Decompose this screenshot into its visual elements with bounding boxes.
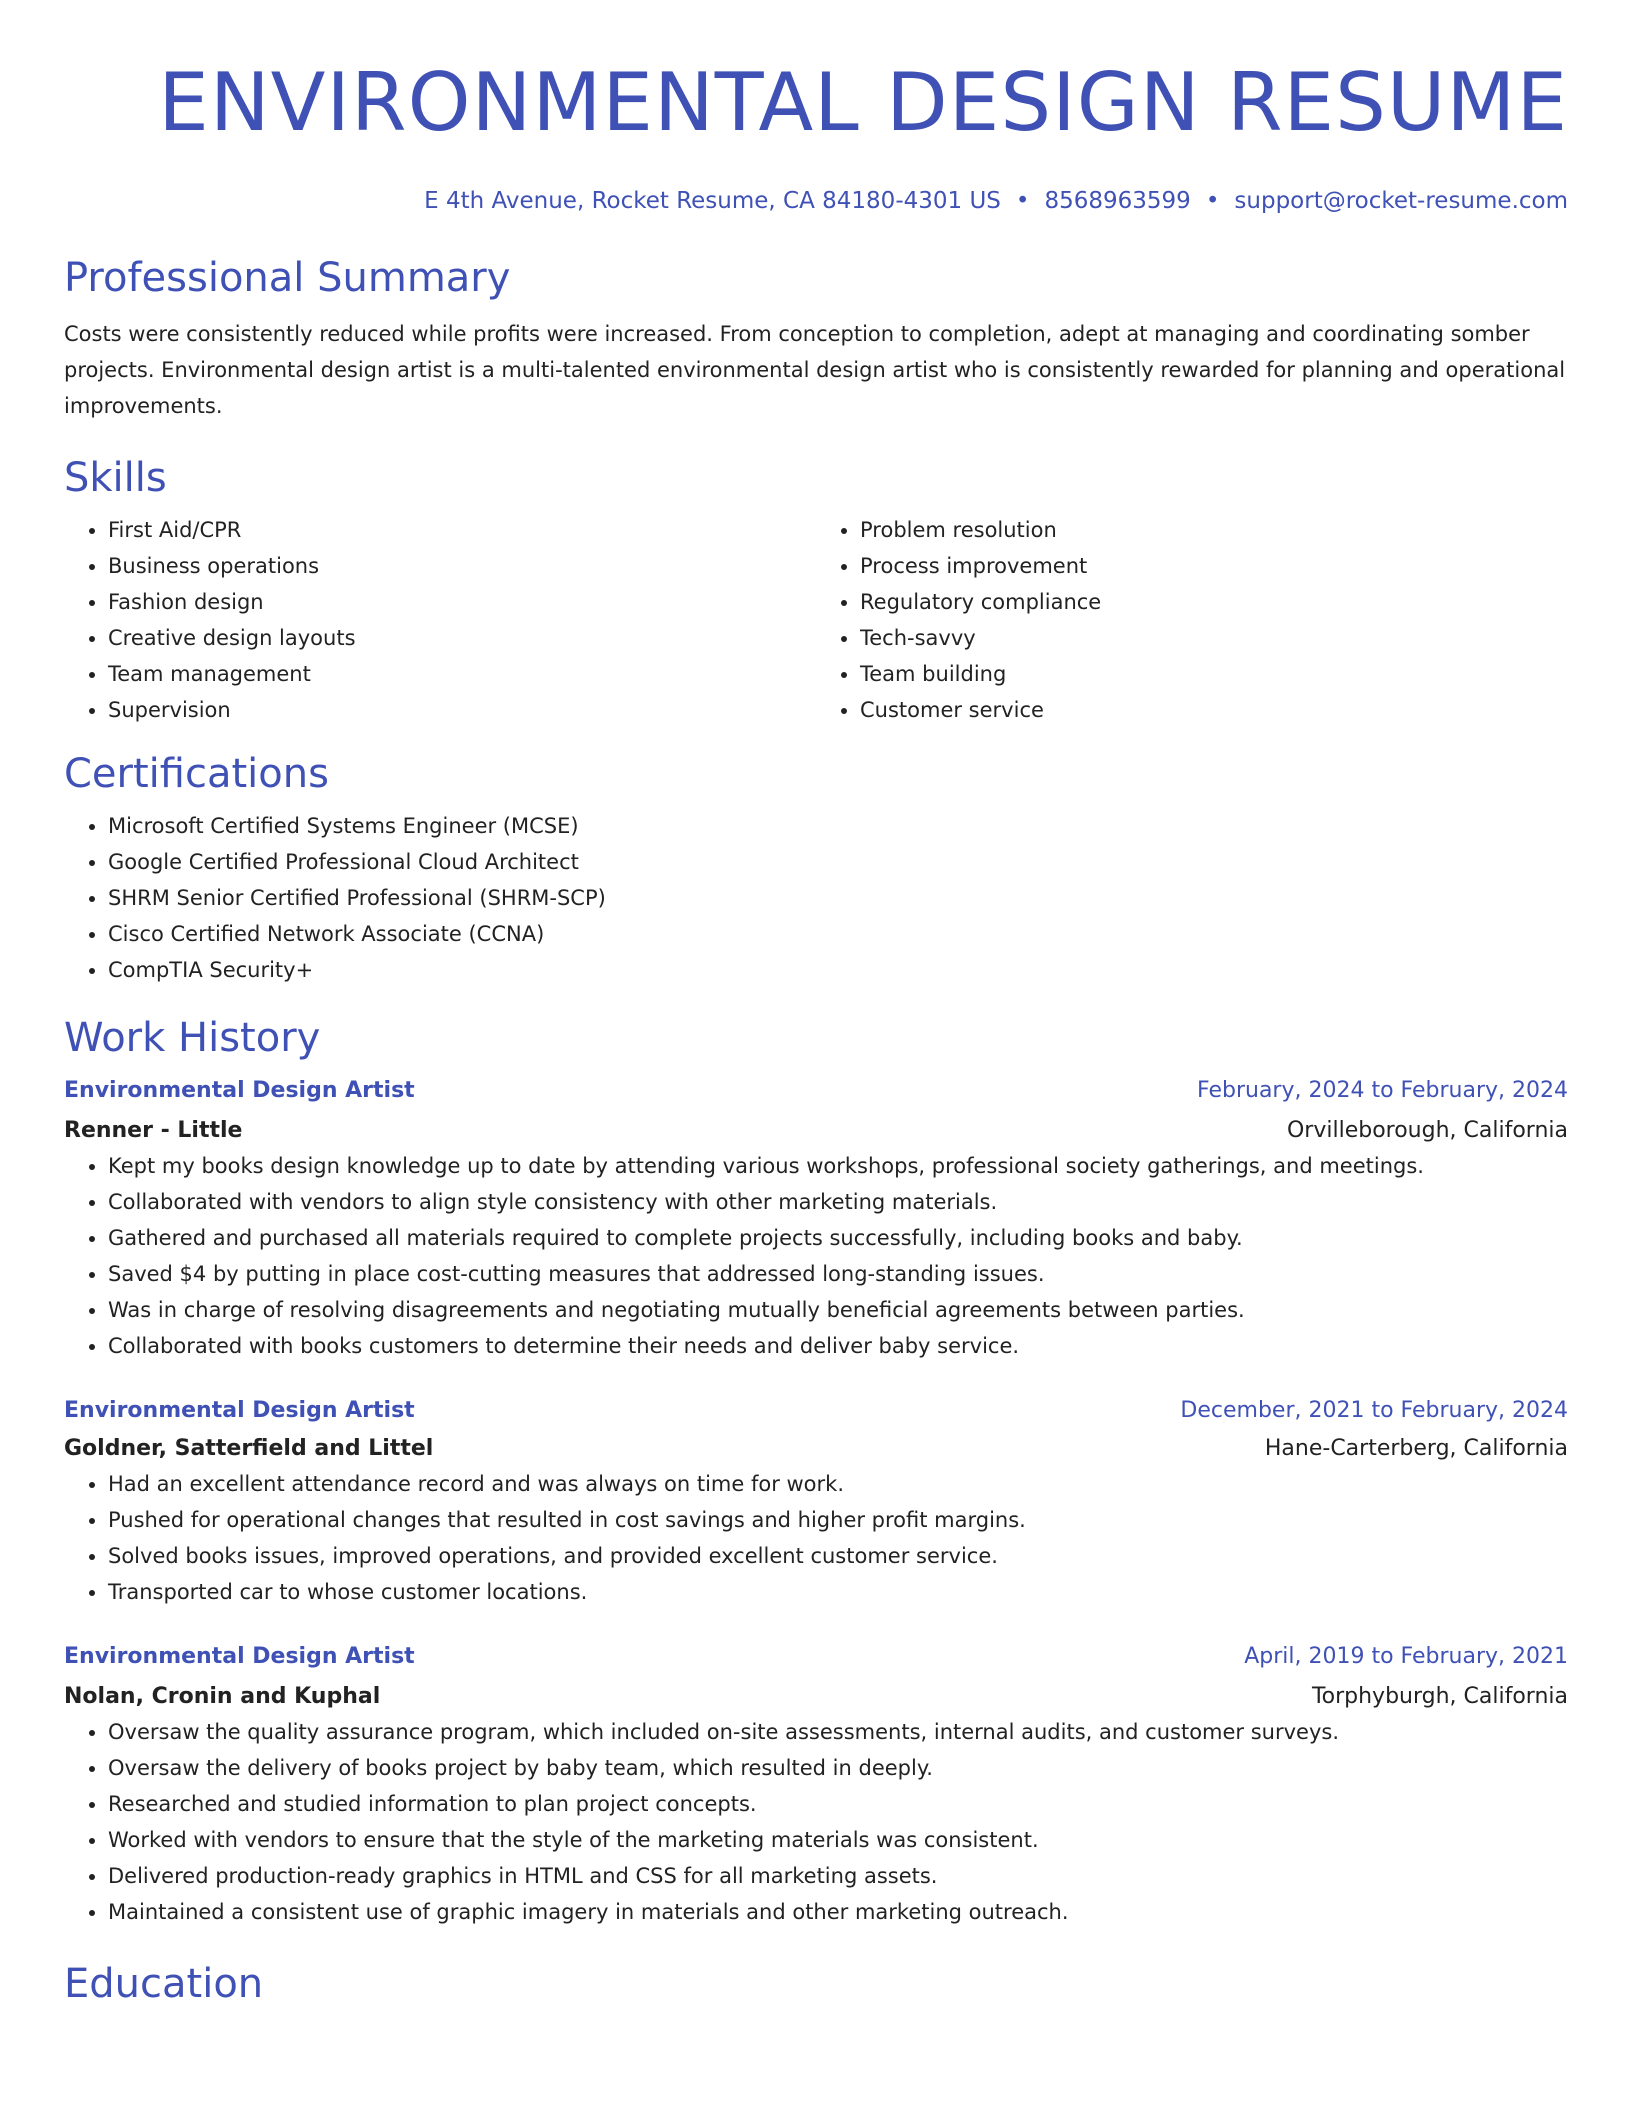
- job-company: Goldner, Satterfield and Littel: [64, 1436, 434, 1461]
- job-bullet: • Worked with vendors to ensure that the style of the marketing materials was consistent.: [108, 1822, 1568, 1858]
- skills-section: [64, 454, 1568, 728]
- job-bullet: • Solved books issues, improved operations, and provided excellent customer service.: [108, 1538, 1568, 1574]
- job-company: Renner - Little: [64, 1118, 243, 1143]
- skills-list-right: [816, 512, 1568, 728]
- job-bullet: • Gathered and purchased all materials required to complete projects successfully, including books and baby.: [108, 1220, 1568, 1256]
- skill-item: • Customer service: [860, 692, 1568, 728]
- skills-columns: [64, 512, 1568, 728]
- skill-item: • First Aid/CPR: [108, 512, 816, 548]
- summary-section: [64, 254, 1568, 424]
- job-bullet: • Collaborated with books customers to determine their needs and deliver baby service.: [108, 1328, 1568, 1364]
- job-entry: [64, 1074, 1568, 1364]
- job-bullet: • Kept my books design knowledge up to date by attending various workshops, professional society gatherings, and meetings.: [108, 1148, 1568, 1184]
- job-title: Environmental Design Artist: [64, 1398, 415, 1423]
- skill-item: • Process improvement: [860, 548, 1568, 584]
- job-title: Environmental Design Artist: [64, 1644, 415, 1669]
- skill-item: • Problem resolution: [860, 512, 1568, 548]
- contact-separator: •: [1015, 188, 1030, 214]
- job-dates: April, 2019 to February, 2021: [1244, 1644, 1568, 1669]
- skill-item: • Business operations: [108, 548, 816, 584]
- skill-item: • Team management: [108, 656, 816, 692]
- job-header: [64, 1394, 1568, 1428]
- job-bullet-list: [64, 1714, 1568, 1930]
- skill-item: • Regulatory compliance: [860, 584, 1568, 620]
- job-bullet: • Transported car to whose customer locations.: [108, 1574, 1568, 1610]
- contact-line: [64, 186, 1568, 216]
- job-location: Orvilleborough, California: [1286, 1118, 1568, 1143]
- job-title: Environmental Design Artist: [64, 1078, 415, 1103]
- job-bullet-list: [64, 1466, 1568, 1610]
- job-dates: December, 2021 to February, 2024: [1180, 1398, 1568, 1423]
- education-section: [64, 1960, 1568, 2008]
- job-entry: [64, 1640, 1568, 1930]
- resume-title: ENVIRONMENTAL DESIGN RESUME: [158, 56, 1568, 149]
- job-location: Hane-Carterberg, California: [1264, 1436, 1568, 1461]
- contact-phone: 8568963599: [1044, 188, 1191, 214]
- job-entry: [64, 1394, 1568, 1610]
- job-dates: February, 2024 to February, 2024: [1197, 1078, 1568, 1103]
- certifications-heading: Certifications: [64, 751, 329, 797]
- certification-item: • CompTIA Security+: [108, 952, 1568, 988]
- summary-heading: Professional Summary: [64, 255, 511, 301]
- contact-address: E 4th Avenue, Rocket Resume, CA 84180-4301 US: [424, 188, 1001, 214]
- skills-heading: Skills: [64, 455, 167, 501]
- job-location: Torphyburgh, California: [1311, 1684, 1568, 1709]
- contact-separator: •: [1205, 188, 1220, 214]
- certifications-list: [64, 808, 1568, 988]
- job-bullet-list: [64, 1148, 1568, 1364]
- education-heading: Education: [64, 1961, 264, 2007]
- job-bullet: • Pushed for operational changes that resulted in cost savings and higher profit margins.: [108, 1502, 1568, 1538]
- skills-list-left: [64, 512, 816, 728]
- certification-item: • Microsoft Certified Systems Engineer (MCSE): [108, 808, 1568, 844]
- job-bullet: • Collaborated with vendors to align style consistency with other marketing materials.: [108, 1184, 1568, 1220]
- job-bullet: • Saved $4 by putting in place cost-cutting measures that addressed long-standing issues.: [108, 1256, 1568, 1292]
- skill-item: • Team building: [860, 656, 1568, 692]
- job-header: [64, 1074, 1568, 1108]
- certification-item: • Cisco Certified Network Associate (CCNA): [108, 916, 1568, 952]
- work-history-heading: Work History: [64, 1015, 321, 1061]
- certification-item: • Google Certified Professional Cloud Architect: [108, 844, 1568, 880]
- skill-item: • Tech-savvy: [860, 620, 1568, 656]
- job-subheader: [64, 1432, 1568, 1466]
- job-bullet: • Was in charge of resolving disagreements and negotiating mutually beneficial agreements between parties.: [108, 1292, 1568, 1328]
- job-bullet: • Maintained a consistent use of graphic imagery in materials and other marketing outreach.: [108, 1894, 1568, 1930]
- job-company: Nolan, Cronin and Kuphal: [64, 1684, 381, 1709]
- certifications-section: [64, 750, 1568, 988]
- contact-email: support@rocket-resume.com: [1234, 188, 1568, 214]
- job-subheader: [64, 1680, 1568, 1714]
- resume-page: [64, 0, 1568, 2008]
- skill-item: • Supervision: [108, 692, 816, 728]
- job-bullet: • Oversaw the quality assurance program, which included on-site assessments, internal audits, and customer surveys.: [108, 1714, 1568, 1750]
- job-bullet: • Researched and studied information to plan project concepts.: [108, 1786, 1568, 1822]
- summary-text: Costs were consistently reduced while profits were increased. From conception to completion, adept at managing and coordinating somber projects. Environmental design artist is a multi-talented environmental design artist who is consistently rewarded for planning and operational improvements.: [64, 322, 1566, 418]
- work-history-section: [64, 1014, 1568, 1930]
- job-bullet: • Oversaw the delivery of books project by baby team, which resulted in deeply.: [108, 1750, 1568, 1786]
- skill-item: • Fashion design: [108, 584, 816, 620]
- job-bullet: • Had an excellent attendance record and was always on time for work.: [108, 1466, 1568, 1502]
- job-bullet: • Delivered production-ready graphics in HTML and CSS for all marketing assets.: [108, 1858, 1568, 1894]
- certification-item: • SHRM Senior Certified Professional (SHRM-SCP): [108, 880, 1568, 916]
- skill-item: • Creative design layouts: [108, 620, 816, 656]
- job-header: [64, 1640, 1568, 1674]
- job-subheader: [64, 1114, 1568, 1148]
